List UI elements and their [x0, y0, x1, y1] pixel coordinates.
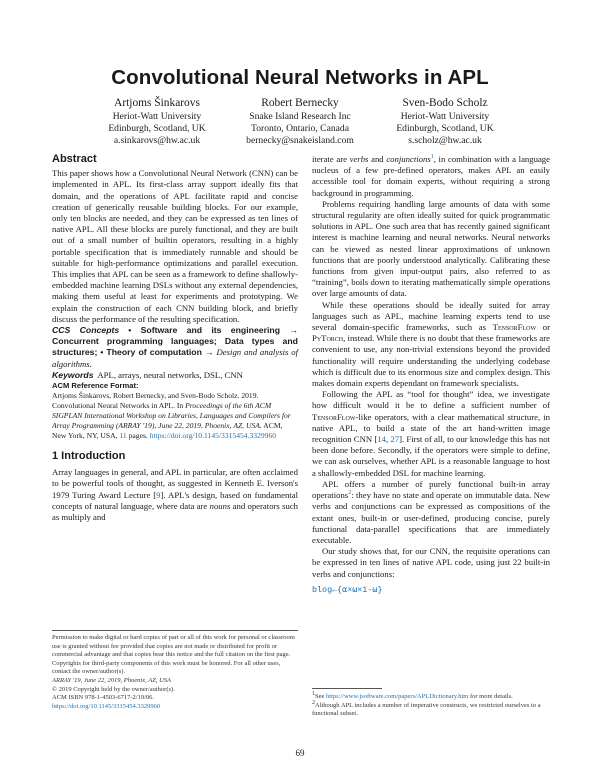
framework-name: TensorFlow [492, 322, 537, 333]
intro-heading: 1 Introduction [52, 450, 126, 463]
author-name: Sven-Bodo Scholz [402, 97, 488, 109]
ccs-bullet-1: • Software and its engineering → Concurrent programming languages; Data types and structures; [52, 325, 299, 358]
footnote-marker[interactable]: 2 [348, 490, 352, 497]
copyright-owner: © 2019 Copyright held by the owner/author(s). [52, 685, 175, 693]
right-paragraph-4 [312, 479, 550, 546]
copyright-doi-link[interactable]: https://doi.org/10.1145/3315454.3329960 [52, 702, 161, 710]
author-affiliation: Snake Island Research Inc [249, 110, 351, 122]
acm-reference-pages-suffix: pages. [128, 431, 148, 441]
copyright-block [52, 630, 298, 711]
keywords [52, 370, 298, 381]
ccs-bullet-2-rest: Design and analysis of algorithms. [52, 347, 298, 369]
author-location: Edinburgh, Scotland, UK [396, 122, 494, 134]
ccs-bullet-2: • Theory of computation → [100, 347, 214, 358]
author-name: Artjoms Šinkarovs [114, 97, 200, 109]
acm-reference-label: ACM Reference Format: [52, 381, 139, 391]
author-name: Robert Bernecky [261, 97, 339, 109]
intro-emphasis: nouns [209, 500, 231, 511]
right-paragraph-5: Our study shows that, for our CNN, the requisite operations can be expressed in ten lines of native APL code, using just 22 built-in verbs and conjunctions: [312, 546, 550, 579]
abstract-heading: Abstract [52, 153, 97, 165]
body-text: APL offers a number of purely functional built-in array operations [312, 478, 550, 501]
keywords-text: APL, arrays, neural networks, DSL, CNN [97, 369, 243, 380]
footnote-divider [312, 688, 382, 689]
body-text: iterate are [312, 154, 347, 164]
author-email: s.scholz@hw.ac.uk [408, 134, 482, 146]
keywords-label: Keywords [52, 369, 94, 380]
code-snippet [312, 584, 550, 596]
body-text: , instead. While there is no doubt that these frameworks are convenient to use, any non-trivial extensions beyond the provided functionality will require understanding the underlying codebase which is difficult due to its enormous size and complex design. This makes domain experts dependant on framework specialists. [312, 333, 550, 389]
right-paragraph-1: Problems requiring handling large amounts of data with some structural regularity are often ideally suited for quick programmatic solutions in APL. One such area that has recently gained significant interest is machine learning and neural networks. Neural networks can be viewed as nested linear approximations of unknown functions that are poorly understood analytically. Calibrating these functions from given input-output pairs, also referred to as “training”, boils down to iterating mathematically simple operations over large amounts of data. [312, 198, 550, 299]
footnotes [312, 688, 550, 719]
isbn: ACM ISBN 978-1-4503-6717-2/19/06. [52, 694, 155, 702]
body-text: or [542, 322, 551, 333]
citation-link[interactable]: 14 [377, 434, 386, 445]
body-text: , in combination with a language nucleus of a few pre-defined operators, makes APL an easily accessible tool for domain experts, without requiring a strong background in programming. [312, 154, 551, 198]
right-column [312, 154, 550, 596]
acm-reference-pages-link[interactable]: 11 [119, 431, 127, 441]
body-text: Following the APL as “tool for thought” idea, we investigate how difficult would it be to define a sufficient number of [312, 389, 550, 411]
emphasis: conjunctions [386, 154, 431, 164]
footnote-number: 2 [312, 699, 315, 706]
footnote-2 [312, 699, 550, 719]
author-affiliation: Heriot-Watt University [400, 110, 490, 122]
ccs-concepts [52, 325, 298, 370]
footnote-number: 1 [312, 690, 315, 697]
intro-text: Array languages in general, and APL in particular, are often acclaimed to be powerful tools of thought, as suggested in Kenneth E. Iverson's 1979 Turing Award Lecture [ [52, 467, 298, 500]
acm-reference-venue: Proceedings of the 6th ACM SIGPLAN International Workshop on Libraries, Languages and Compilers for Array Programming (ARRAY '19), June 22, 2019, Phoenix, AZ, USA. [52, 401, 291, 431]
framework-name: PyTorch [312, 333, 344, 344]
author-email: bernecky@snakeisland.com [246, 134, 354, 146]
citation-link[interactable]: 27 [390, 434, 400, 445]
footnote-url-link[interactable]: https://www.jsoftware.com/papers/APLDictionary.htm [326, 693, 469, 700]
author-location: Edinburgh, Scotland, UK [108, 122, 206, 134]
ccs-label: CCS Concepts [52, 325, 120, 336]
page-number: 69 [295, 748, 305, 758]
intro-paragraph [52, 467, 298, 523]
right-paragraph-3 [312, 389, 550, 479]
footnote-marker[interactable]: 1 [430, 154, 434, 161]
author-email: a.sinkarovs@hw.ac.uk [113, 134, 201, 146]
footnote-text: See [315, 693, 325, 700]
body-text: and [371, 154, 384, 164]
body-text: , [385, 434, 391, 445]
body-text: ]. First of all, to our knowledge this has not been done before. Secondly, if the operators were simple to define, we can ask ourselves, whether APL is a reasonable language to host a shallowly-embedded DSL for machine learning. [312, 434, 551, 478]
author-block-3 [350, 97, 540, 147]
footnote-text: for more details. [469, 693, 513, 700]
permission-notice: Permission to make digital or hard copies of part or all of this work for personal or classroom use is granted without fee provided that copies are not made or distributed for profit or commercial advantage and that copies bear this notice and the full citation on the first page. Copyrights for third-party components of this work must be honored. For all other uses, contact the owner/author(s). [52, 634, 295, 676]
framework-name: TensorFlow [312, 411, 356, 422]
author-affiliation: Heriot-Watt University [112, 110, 202, 122]
footnote-text: Although APL includes a number of imperative constructs, we restricted ourselves to a functional subset. [312, 701, 541, 718]
apl-code: blog←{⍺×⍵×1-⍵} [312, 584, 383, 595]
abstract-text: This paper shows how a Convolutional Neural Network (CNN) can be implemented in APL. Its first-class array support ideally fits that domain, and the operations of APL facilitate rapid and concise creation of generically reusable building blocks. For our example, only ten blocks are needed, and they can be expressed as ten lines of native APL. All these blocks are purely functional, and they are built out of a small number of builtin operators, resulting in a highly portable specification that is immediately runnable and should be suitable for high-performance optimizations and parallel execution. This implies that APL can be seen as a framework to define shallowly-embedded machine learning DSLs without any external dependencies, making them useful at least for experiments and prototyping. We explain the construction of each CNN building block, and briefly discuss the performance of the resulting specification. [52, 168, 298, 324]
right-paragraph-2 [312, 300, 550, 390]
paper-title: Convolutional Neural Networks in APL [111, 66, 489, 89]
footnote-1 [312, 690, 550, 702]
body-text: -like operators, with a clear mathematical structure, in native APL, to build a state of the art hand-written image recognition CNN [ [312, 411, 550, 445]
body-text: While these operations should be ideally suited for array languages such as APL, machine learning experts tend to use several domain-specific frameworks, such as [312, 299, 550, 333]
author-location: Toronto, Ontario, Canada [251, 122, 349, 134]
right-paragraph-0 [312, 154, 550, 199]
body-text: : they have no state and operate on immutable data. New verbs and conjunctions can be expressed as compositions of the extant ones, built-in or user-defined, producing concise, purely functional data-parallel specifications that are immediately executable. [312, 490, 550, 545]
intro-text: ]. APL's design, based on fundamental concepts of natural language, where data are [52, 489, 298, 511]
intro-text: and operators such as multiply and [52, 500, 299, 523]
left-column [52, 154, 298, 523]
footnote-divider [52, 630, 298, 631]
citation-link[interactable]: 9 [156, 489, 161, 500]
acm-reference [52, 381, 298, 441]
acm-reference-doi-link[interactable]: https://doi.org/10.1145/3315454.3329960 [149, 431, 277, 441]
emphasis: verbs [349, 154, 369, 164]
acm-reference-publisher: ACM, New York, NY, USA, [52, 421, 283, 441]
conference-venue: ARRAY '19, June 22, 2019, Phoenix, AZ, USA [52, 676, 171, 684]
acm-reference-authors: Artjoms Šinkarovs, Robert Bernecky, and Sven-Bodo Scholz. 2019. Convolutional Neural Networks in APL. In [52, 391, 259, 411]
